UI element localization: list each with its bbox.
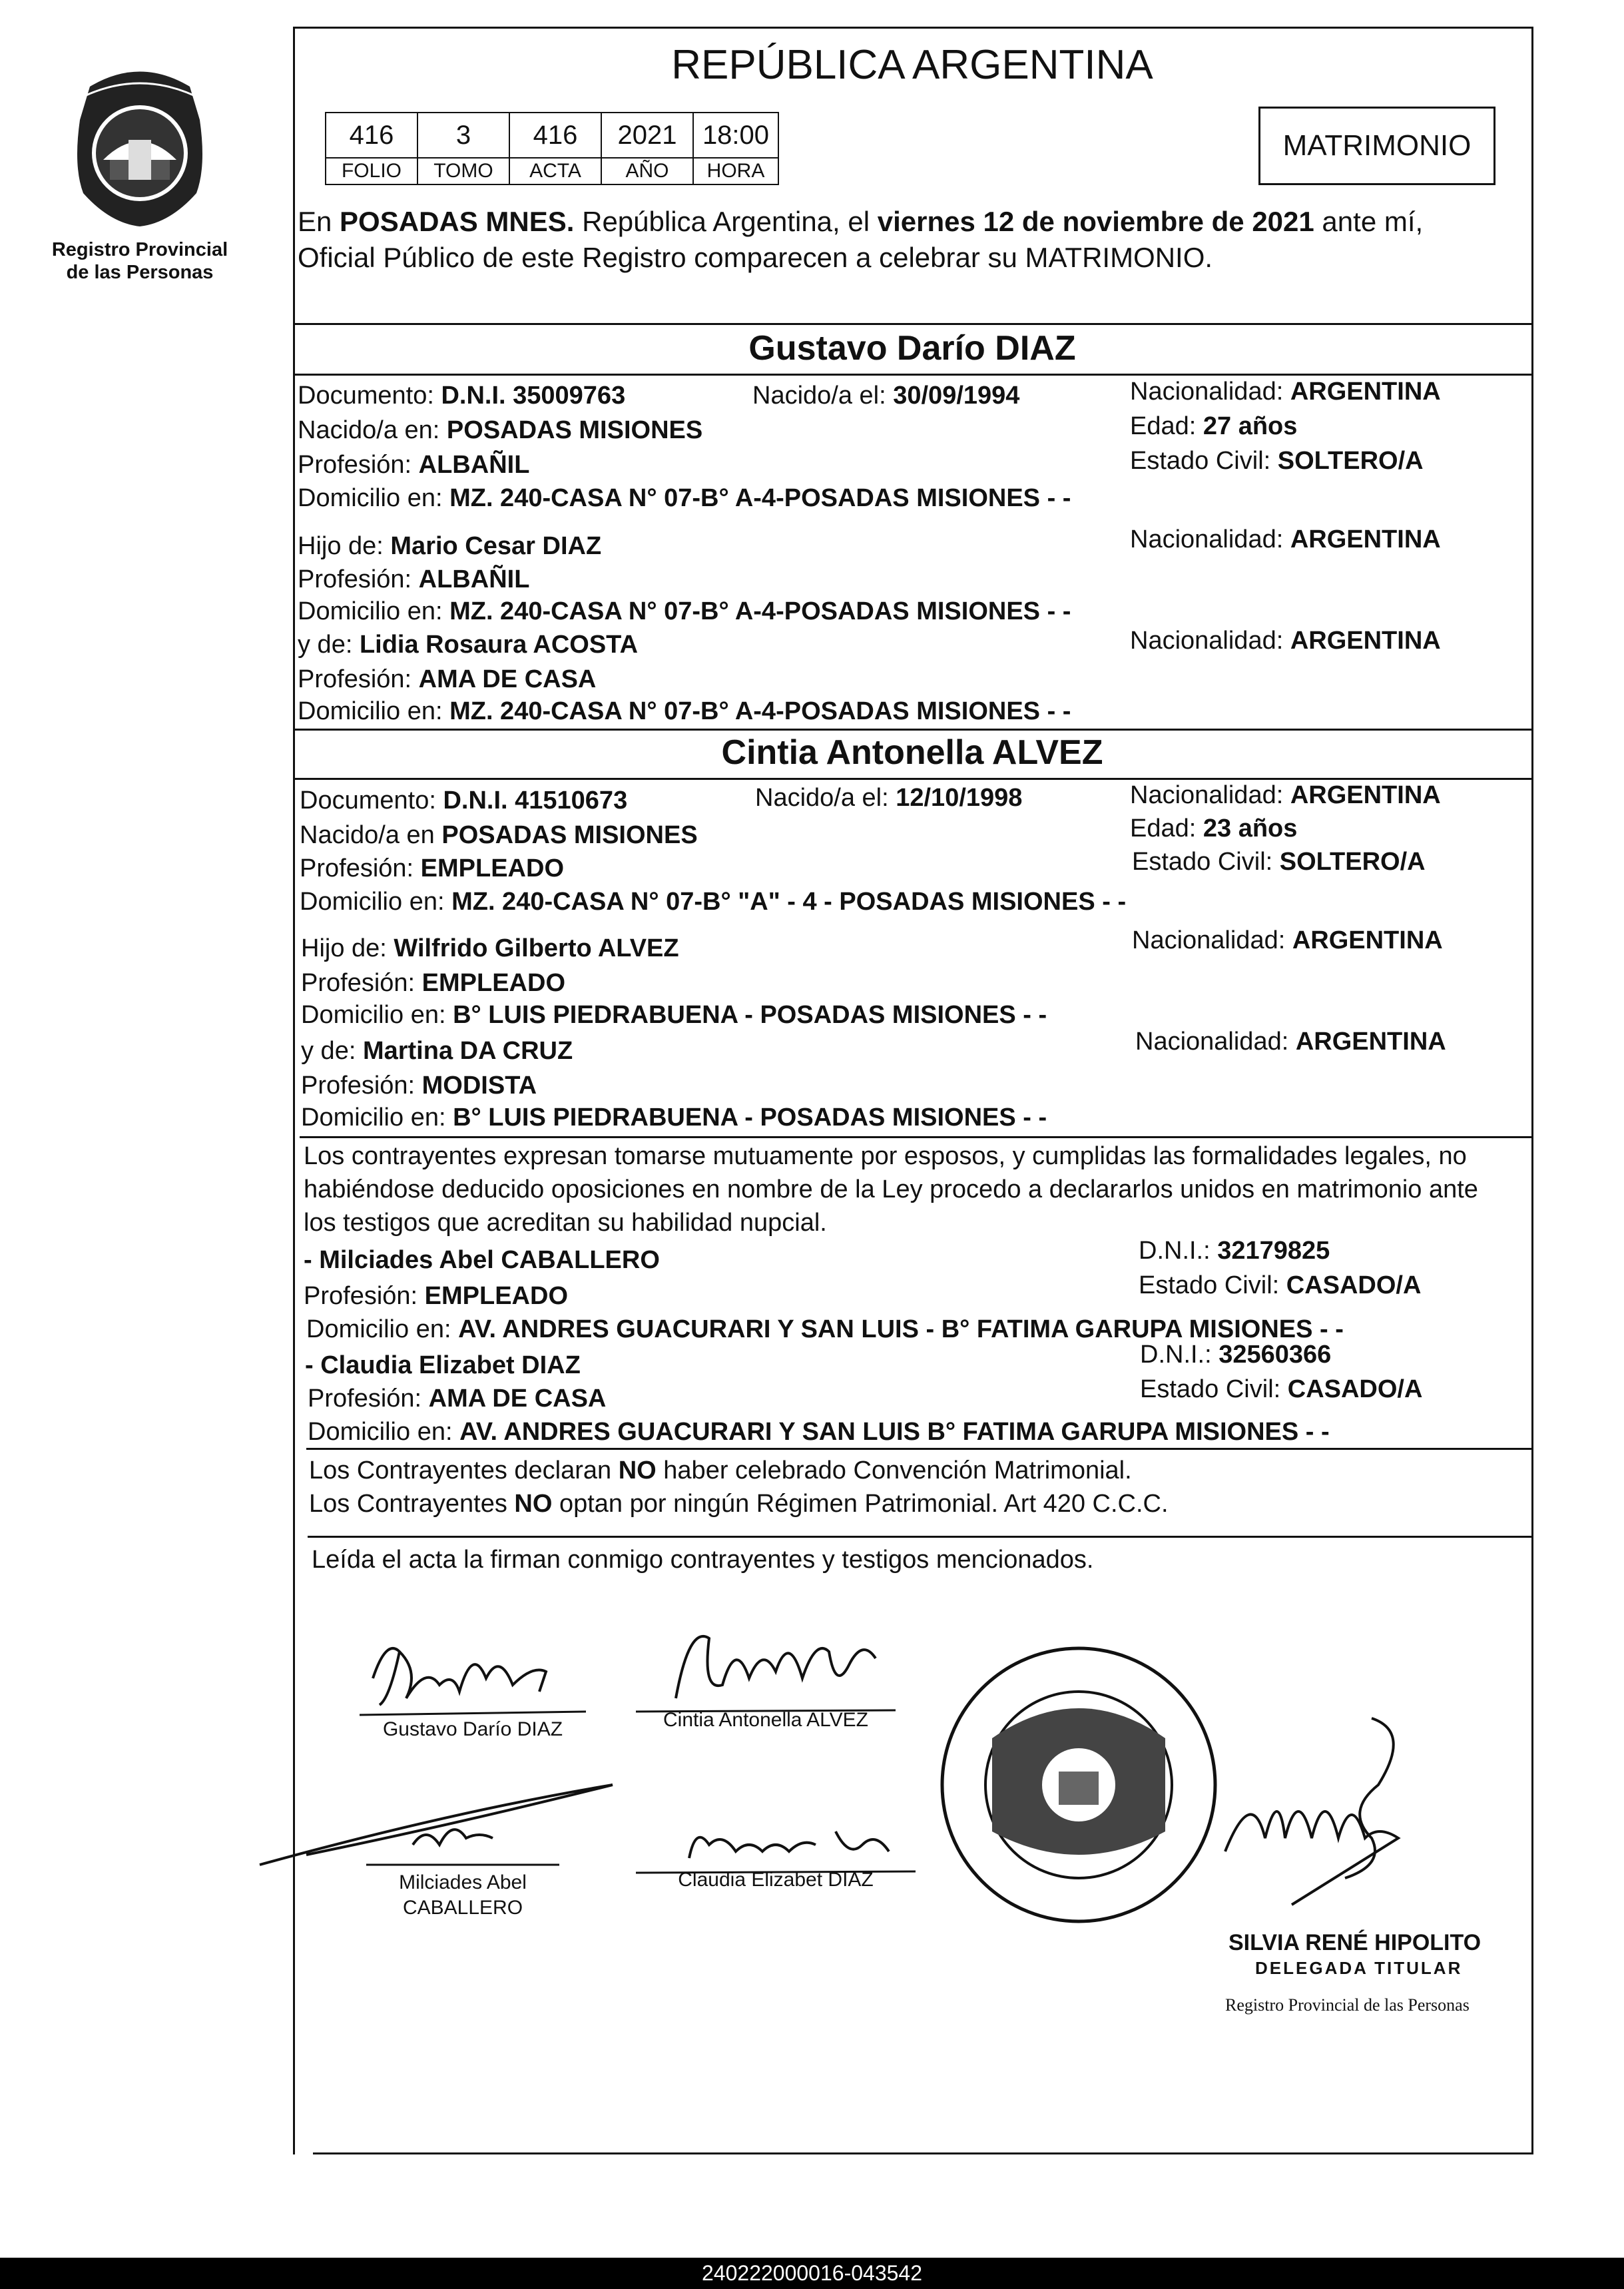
negation: NO <box>618 1457 657 1484</box>
value: MZ. 240-CASA N° 07-B° A-4-POSADAS MISIONES - - <box>449 697 1071 725</box>
label: Nacionalidad: <box>1130 781 1290 809</box>
spouse2-mother <box>301 1036 573 1066</box>
value: Mario Cesar DIAZ <box>390 532 602 560</box>
page-title: REPÚBLICA ARGENTINA <box>671 42 1153 88</box>
signature-cintia <box>636 1612 896 1718</box>
spouse2-age <box>1130 814 1297 843</box>
label: y de: <box>298 631 360 659</box>
value: B° LUIS PIEDRABUENA - POSADAS MISIONES - - <box>453 1104 1047 1132</box>
value: MZ. 240-CASA N° 07-B° A-4-POSADAS MISIONES - - <box>449 484 1071 512</box>
value: SOLTERO/A <box>1277 447 1424 475</box>
spouse1-nationality <box>1130 377 1441 406</box>
acta-value: 416 <box>509 113 601 158</box>
label: Nacionalidad: <box>1130 378 1290 406</box>
declaration-line1: Los contrayentes expresan tomarse mutuamente por esposos, y cumplidas las formalidades legales, no <box>304 1142 1467 1170</box>
label: Estado Civil: <box>1132 848 1280 876</box>
spouse1-document <box>298 381 625 410</box>
value: POSADAS MISIONES <box>441 821 698 849</box>
label: Hijo de: <box>298 532 391 560</box>
witness2-profession <box>308 1384 606 1413</box>
value: 30/09/1994 <box>893 382 1020 410</box>
text: Los Contrayentes declaran <box>309 1457 619 1484</box>
value: AV. ANDRES GUACURARI Y SAN LUIS B° FATIMA GARUPA MISIONES - - <box>459 1418 1330 1446</box>
official-name: SILVIA RENÉ HIPOLITO <box>1228 1930 1482 1955</box>
value: AMA DE CASA <box>418 665 597 693</box>
value: ARGENTINA <box>1295 1028 1446 1056</box>
label: Nacionalidad: <box>1130 525 1290 553</box>
official-office: Registro Provincial de las Personas <box>1225 1995 1470 2015</box>
value: CASADO/A <box>1286 1271 1422 1299</box>
value: POSADAS MISIONES <box>446 416 703 444</box>
registry-table <box>325 112 779 185</box>
label: Nacido/a en <box>300 821 442 849</box>
official-stamp <box>932 1638 1225 1931</box>
logo-caption <box>40 238 240 284</box>
spouse1-birthdate <box>752 381 1019 410</box>
value: ARGENTINA <box>1290 378 1441 406</box>
rule-closing-top <box>308 1536 1533 1538</box>
convention-line2 <box>309 1489 1169 1518</box>
value: 12/10/1998 <box>896 784 1023 812</box>
hora-value: 18:00 <box>693 113 778 158</box>
witness1-civil-status <box>1139 1271 1421 1300</box>
intro-date: viernes 12 de noviembre de 2021 <box>877 206 1314 237</box>
closing-text: Leída el acta la firman conmigo contrayentes y testigos mencionados. <box>312 1546 1094 1574</box>
intro-line2: Oficial Público de este Registro comparecen a celebrar su MATRIMONIO. <box>298 242 1213 273</box>
footer-bar <box>0 2258 1624 2289</box>
ano-value: 2021 <box>601 113 693 158</box>
spouse1-father-profession <box>298 565 529 594</box>
value: ALBAÑIL <box>418 451 530 479</box>
hora-label: HORA <box>693 158 778 184</box>
value: ARGENTINA <box>1290 781 1441 809</box>
signature-caption-cintia: Cintia Antonella ALVEZ <box>663 1709 868 1731</box>
spouse2-document <box>300 786 627 815</box>
label: Profesión: <box>298 451 419 479</box>
value: Lidia Rosaura ACOSTA <box>359 631 639 659</box>
signature-gustavo <box>360 1625 586 1718</box>
logo-caption-line1: Registro Provincial <box>51 239 228 260</box>
spouse2-birthplace <box>300 820 698 850</box>
label: Nacido/a el: <box>755 784 896 812</box>
spouse2-mother-profession <box>301 1071 537 1100</box>
rule-spouse2-top <box>293 729 1533 731</box>
value: EMPLEADO <box>421 969 566 997</box>
witness2-dni <box>1140 1340 1331 1369</box>
label: Profesión: <box>301 969 422 997</box>
witness1-name: - Milciades Abel CABALLERO <box>304 1246 660 1274</box>
frame-top <box>293 27 1533 29</box>
value: 32179825 <box>1217 1237 1330 1265</box>
signature-claudia <box>636 1811 916 1878</box>
rule-spouse1-name <box>293 374 1533 376</box>
spouse1-profession <box>298 450 529 480</box>
label: y de: <box>301 1037 363 1065</box>
spouse1-birthplace <box>298 416 702 445</box>
value: ALBAÑIL <box>418 565 530 593</box>
negation: NO <box>514 1490 553 1518</box>
value: ARGENTINA <box>1292 926 1443 954</box>
rule-spouse1-top <box>293 323 1533 325</box>
value: Wilfrido Gilberto ALVEZ <box>394 934 679 962</box>
label: Domicilio en: <box>306 1315 459 1343</box>
witness1-dni <box>1139 1236 1330 1265</box>
spouse2-profession <box>300 854 564 883</box>
value: D.N.I. 35009763 <box>441 382 626 410</box>
spouse1-mother-address <box>298 697 1071 726</box>
acta-label: ACTA <box>509 158 601 184</box>
value: EMPLEADO <box>424 1282 569 1310</box>
value: 27 años <box>1203 412 1298 440</box>
label: Edad: <box>1130 412 1203 440</box>
label: Domicilio en: <box>298 484 450 512</box>
folio-label: FOLIO <box>326 158 417 184</box>
spouse2-birthdate <box>755 783 1022 813</box>
value: EMPLEADO <box>420 854 565 882</box>
ano-label: AÑO <box>601 158 693 184</box>
convention-line1 <box>309 1456 1132 1485</box>
witness2-address <box>308 1417 1330 1447</box>
spouse2-mother-address <box>301 1103 1047 1132</box>
folio-value: 416 <box>326 113 417 158</box>
act-type: MATRIMONIO <box>1282 129 1472 162</box>
spouse1-civil-status <box>1130 446 1424 476</box>
label: Estado Civil: <box>1139 1271 1286 1299</box>
label: Documento: <box>300 787 443 815</box>
signature-caption-claudia: Claudia Elizabet DIAZ <box>678 1869 874 1891</box>
label: Profesión: <box>301 1072 422 1100</box>
spouse1-father <box>298 531 601 561</box>
declaration-line3: los testigos que acreditan su habilidad nupcial. <box>304 1209 827 1237</box>
label: Hijo de: <box>301 934 394 962</box>
rule-spouse2-name <box>293 778 1533 780</box>
label: D.N.I.: <box>1140 1341 1219 1369</box>
witness1-profession <box>304 1281 568 1311</box>
spouse2-father-nationality <box>1132 926 1443 955</box>
label: Profesión: <box>300 854 421 882</box>
signature-official <box>1212 1705 1432 1918</box>
value: MODISTA <box>421 1072 537 1100</box>
label: Nacido/a el: <box>752 382 894 410</box>
label: Nacionalidad: <box>1135 1028 1296 1056</box>
value: SOLTERO/A <box>1279 848 1426 876</box>
spouse1-mother <box>298 630 638 659</box>
signature-caption-milciades-line1: Milciades Abel <box>399 1871 527 1893</box>
signature-milciades <box>253 1772 626 1871</box>
signature-caption-gustavo: Gustavo Darío DIAZ <box>382 1718 563 1740</box>
label: Edad: <box>1130 815 1203 842</box>
value: Martina DA CRUZ <box>362 1037 573 1065</box>
label: Domicilio en: <box>301 1001 453 1029</box>
label: D.N.I.: <box>1139 1237 1218 1265</box>
label: Domicilio en: <box>298 697 450 725</box>
declaration-line2: habiéndose deducido oposiciones en nombre de la Ley procedo a declararlos unidos en matrimonio ante <box>304 1175 1478 1203</box>
label: Estado Civil: <box>1140 1375 1288 1403</box>
label: Domicilio en: <box>301 1104 453 1132</box>
signature-caption-milciades-line2: CABALLERO <box>402 1897 523 1919</box>
spouse2-father-address <box>301 1000 1047 1030</box>
text: Los Contrayentes <box>309 1490 515 1518</box>
logo-caption-line2: de las Personas <box>66 262 214 283</box>
witness2-civil-status <box>1140 1375 1422 1404</box>
signature-caption-milciades <box>366 1870 559 1921</box>
intro-text-c: ante mí, <box>1314 206 1424 237</box>
tomo-value: 3 <box>417 113 509 158</box>
spouse1-name: Gustavo Darío DIAZ <box>748 329 1076 368</box>
intro-line1 <box>298 205 1423 238</box>
label: Profesión: <box>308 1385 429 1413</box>
label: Nacionalidad: <box>1130 627 1290 655</box>
document-id: 240222000016-043542 <box>702 2261 922 2285</box>
spouse2-address <box>300 887 1126 916</box>
spouse2-father <box>301 934 679 963</box>
spouse2-father-profession <box>301 968 565 998</box>
text: haber celebrado Convención Matrimonial. <box>656 1457 1132 1484</box>
act-type-box <box>1258 107 1495 185</box>
spouse2-nationality <box>1130 781 1441 810</box>
spouse1-father-address <box>298 597 1071 626</box>
label: Estado Civil: <box>1130 447 1278 475</box>
intro-text-b: República Argentina, el <box>574 206 878 237</box>
rule-convention-top <box>306 1448 1533 1450</box>
spouse1-mother-nationality <box>1130 626 1441 655</box>
spouse2-civil-status <box>1132 847 1426 876</box>
value: AMA DE CASA <box>428 1385 607 1413</box>
label: Domicilio en: <box>300 888 452 916</box>
spouse1-age <box>1130 412 1297 441</box>
label: Domicilio en: <box>298 597 450 625</box>
official-role: DELEGADA TITULAR <box>1255 1958 1463 1978</box>
value: 32560366 <box>1218 1341 1332 1369</box>
frame-bottom <box>313 2152 1533 2154</box>
label: Documento: <box>298 382 441 410</box>
intro-text-a: En <box>298 206 340 237</box>
value: ARGENTINA <box>1290 525 1441 553</box>
value: B° LUIS PIEDRABUENA - POSADAS MISIONES - - <box>453 1001 1047 1029</box>
label: Profesión: <box>298 665 419 693</box>
registry-labels-row <box>326 158 778 184</box>
spouse1-father-nationality <box>1130 525 1441 554</box>
tomo-label: TOMO <box>417 158 509 184</box>
value: D.N.I. 41510673 <box>443 787 628 815</box>
value: ARGENTINA <box>1290 627 1441 655</box>
spouse2-name: Cintia Antonella ALVEZ <box>721 733 1103 772</box>
spouse1-address <box>298 484 1071 513</box>
label: Profesión: <box>304 1282 425 1310</box>
label: Domicilio en: <box>308 1418 460 1446</box>
label: Profesión: <box>298 565 419 593</box>
value: AV. ANDRES GUACURARI Y SAN LUIS - B° FATIMA GARUPA MISIONES - - <box>458 1315 1344 1343</box>
spouse2-mother-nationality <box>1135 1027 1446 1056</box>
value: MZ. 240-CASA N° 07-B° A-4-POSADAS MISIONES - - <box>449 597 1071 625</box>
registry-logo <box>63 60 216 233</box>
frame-right <box>1531 27 1533 2154</box>
registry-values-row <box>326 113 778 158</box>
spouse1-mother-profession <box>298 665 596 694</box>
label: Nacionalidad: <box>1132 926 1292 954</box>
rule-declaration-top <box>300 1136 1533 1138</box>
value: 23 años <box>1203 815 1298 842</box>
text: optan por ningún Régimen Patrimonial. Art 420 C.C.C. <box>552 1490 1169 1518</box>
intro-city: POSADAS MNES. <box>340 206 575 237</box>
value: MZ. 240-CASA N° 07-B° "A" - 4 - POSADAS MISIONES - - <box>451 888 1127 916</box>
value: CASADO/A <box>1287 1375 1423 1403</box>
label: Nacido/a en: <box>298 416 447 444</box>
witness2-name: - Claudia Elizabet DIAZ <box>305 1351 581 1379</box>
